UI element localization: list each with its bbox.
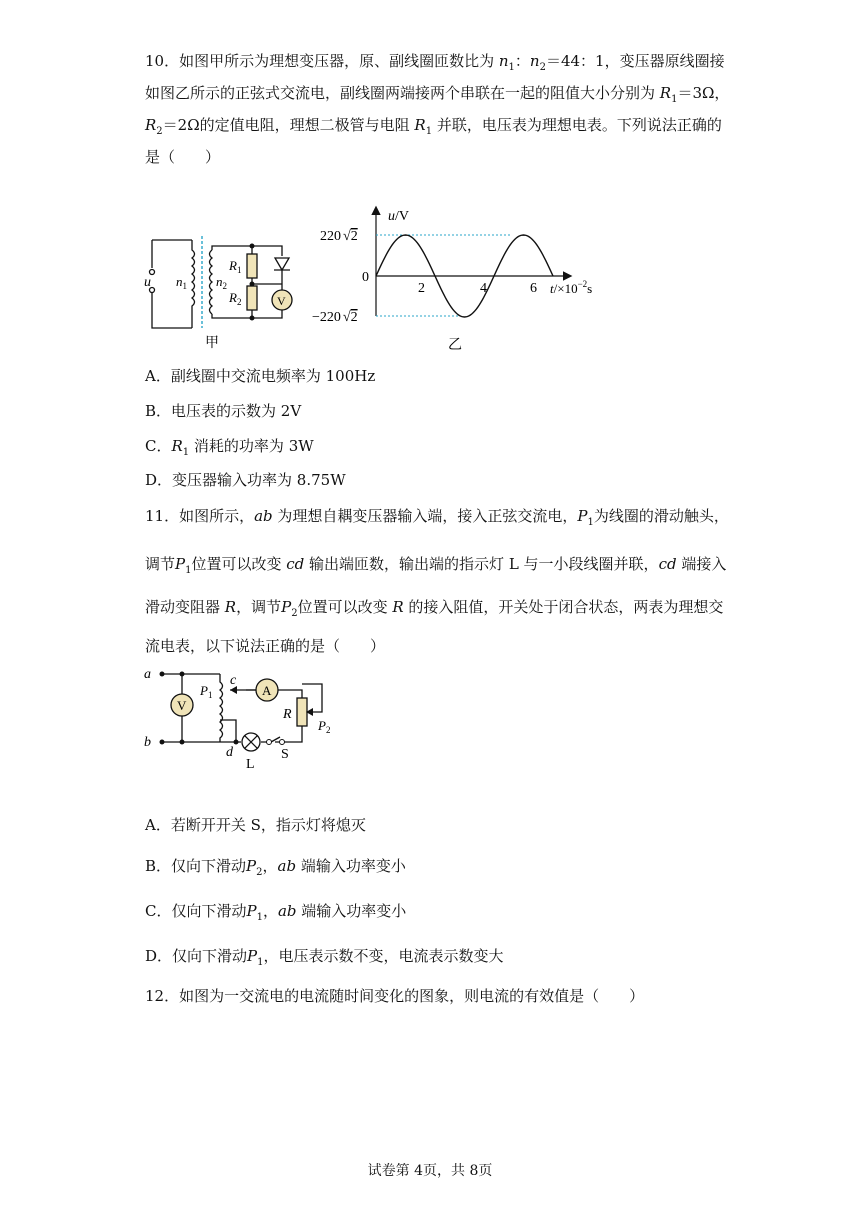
yi-caption: 乙 xyxy=(448,338,462,353)
q11-fig-b-label: b xyxy=(144,735,151,750)
q11-fig-a-label: a xyxy=(144,667,151,682)
yi-tick-6: 6 xyxy=(530,281,537,296)
q10-option-a[interactable]: A．副线圈中交流电频率为 100Hz xyxy=(145,367,376,385)
q10-line-3: $R_2=2\Omega$的定值电阻，理想二极管与电阻 $R_1$ 并联，电压表为理想电表。下列说法正确的 xyxy=(145,116,722,137)
jia-n2-label: $n_2$ xyxy=(216,274,227,291)
q10-figure-yi xyxy=(308,200,608,355)
q11-line-3: 滑动变阻器 R，调节$P_2$位置可以改变 R 的接入阻值，开关处于闭合状态，两表为理想交 xyxy=(145,598,724,619)
q11-fig-d-label: d xyxy=(226,745,233,760)
q10-figure-jia xyxy=(140,228,310,353)
q11-option-c[interactable]: C．仅向下滑动$P_1$，ab 端输入功率变小 xyxy=(145,902,407,923)
yi-y-label: u/V xyxy=(388,209,409,224)
q11-line-2: 调节$P_1$位置可以改变 cd 输出端匝数，输出端的指示灯 L 与一小段线圈并联，cd 端接入 xyxy=(145,555,727,576)
yi-tick-2: 2 xyxy=(418,281,425,296)
q11-fig-switch-label: S xyxy=(281,747,289,762)
jia-u-label: u xyxy=(144,275,151,290)
yi-ymax-label: 220 √2 xyxy=(320,229,358,244)
q11-option-a[interactable]: A．若断开开关 S，指示灯将熄灭 xyxy=(145,816,366,834)
q11-fig-c-label: c xyxy=(230,673,237,688)
q10-option-d[interactable]: D．变压器输入功率为 8.75W xyxy=(145,471,346,489)
q11-option-d[interactable]: D．仅向下滑动$P_1$，电压表示数不变，电流表示数变大 xyxy=(145,947,504,968)
q11-fig-p1-label: $P_1$ xyxy=(200,683,213,700)
q11-line-4: 流电表，以下说法正确的是（ ） xyxy=(145,637,386,655)
yi-zero-label: 0 xyxy=(362,270,369,285)
q10-option-c[interactable]: C．$R_1$ 消耗的功率为 3W xyxy=(145,437,314,458)
jia-r2-label: $R_2$ xyxy=(229,290,242,307)
jia-r1-label: $R_1$ xyxy=(229,258,242,275)
q10-option-b[interactable]: B．电压表的示数为 2V xyxy=(145,402,302,420)
q11-line-1: 11．如图所示，ab 为理想自耦变压器输入端，接入正弦交流电，$P_1$为线圈的滑动触头， xyxy=(145,507,729,528)
q11-figure xyxy=(140,664,350,774)
q10-line-1: 10．如图甲所示为理想变压器，原、副线圈匝数比为 $n_1$：$n_2=44$：1，变压器原线圈接 xyxy=(145,52,725,73)
q11-fig-lamp-label: L xyxy=(246,757,255,772)
q12-line-1: 12．如图为一交流电的电流随时间变化的图象，则电流的有效值是（ ） xyxy=(145,987,645,1005)
q10-line-4: 是（ ） xyxy=(145,148,221,166)
q10-line-2: 如图乙所示的正弦式交流电，副线圈两端接两个串联在一起的阻值大小分别为 $R_1=3\Omega$， xyxy=(145,84,730,105)
q11-option-b[interactable]: B．仅向下滑动$P_2$，ab 端输入功率变小 xyxy=(145,857,406,878)
jia-n1-label: $n_1$ xyxy=(176,274,187,291)
q11-fig-r-label: R xyxy=(283,707,292,722)
page-footer: 试卷第 4页，共 8页 xyxy=(367,1163,493,1179)
q11-fig-ammeter: A xyxy=(262,683,272,698)
q11-fig-p2-label: $P_2$ xyxy=(318,718,331,735)
yi-x-label: $t/\times 10^{-2}s$ xyxy=(550,279,593,296)
yi-ymin-label: −220 √2 xyxy=(312,310,358,325)
yi-tick-4: 4 xyxy=(480,281,487,296)
q11-fig-voltmeter: V xyxy=(177,698,187,713)
jia-voltmeter-label: V xyxy=(277,294,286,308)
jia-caption: 甲 xyxy=(205,336,219,351)
